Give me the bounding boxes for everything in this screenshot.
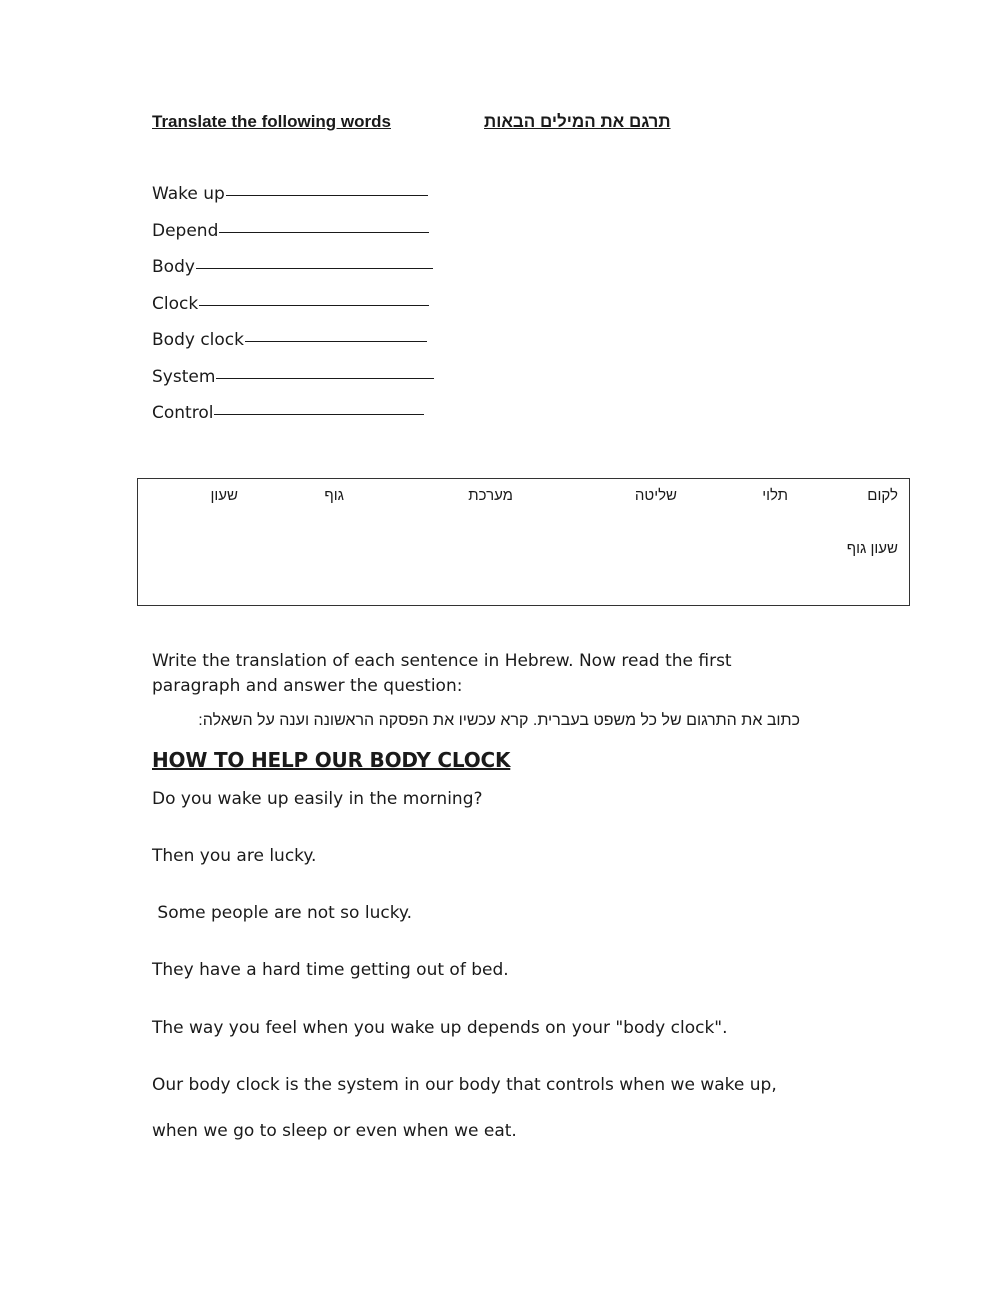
word-bank-item: תלוי [762, 487, 788, 504]
passage-sentence: when we go to sleep or even when we eat. [152, 1121, 517, 1141]
word-bank-item: שעון גוף [846, 540, 898, 557]
vocab-item [152, 367, 434, 387]
word-bank-item: גוף [324, 487, 344, 504]
word-bank-item: לקום [867, 487, 898, 504]
answer-blank[interactable] [199, 304, 429, 306]
vocab-item [152, 403, 424, 423]
vocab-word: Clock [152, 294, 199, 314]
vocab-word: Wake up [152, 184, 225, 204]
vocab-item [152, 184, 428, 204]
word-bank-item: שעון [210, 487, 238, 504]
section-title: Translate the following words [152, 112, 391, 131]
vocab-item [152, 257, 433, 277]
passage-sentence: They have a hard time getting out of bed. [152, 960, 509, 980]
passage-sentence: Then you are lucky. [152, 846, 317, 866]
vocab-item [152, 330, 427, 350]
word-bank-box [137, 478, 910, 606]
answer-blank[interactable] [196, 267, 433, 269]
passage-sentence: The way you feel when you wake up depends on your "body clock". [152, 1018, 728, 1038]
instructions-hebrew: כתוב את התרגום של כל משפט בעברית. קרא עכשיו את הפסקה הראשונה וענה על השאלה: [198, 712, 800, 729]
passage-sentence: Some people are not so lucky. [152, 903, 412, 923]
vocab-word: Control [152, 403, 214, 423]
answer-blank[interactable] [226, 194, 428, 196]
vocab-word: Body clock [152, 330, 244, 350]
passage-sentence: Do you wake up easily in the morning? [152, 789, 483, 809]
vocab-item [152, 294, 429, 314]
passage-heading: HOW TO HELP OUR BODY CLOCK [152, 748, 511, 772]
section-title-hebrew: תרגם את המילים הבאות [484, 112, 671, 131]
vocab-word: Depend [152, 221, 219, 241]
answer-blank[interactable] [245, 340, 427, 342]
vocab-word: Body [152, 257, 195, 277]
answer-blank[interactable] [219, 231, 429, 233]
word-bank-item: שליטה [634, 487, 677, 504]
word-bank-item: מערכת [468, 487, 513, 504]
vocab-word: System [152, 367, 216, 387]
vocab-item [152, 221, 429, 241]
answer-blank[interactable] [214, 413, 424, 415]
passage-sentence: Our body clock is the system in our body that controls when we wake up, [152, 1075, 777, 1095]
answer-blank[interactable] [216, 377, 434, 379]
instructions-line: paragraph and answer the question: [152, 676, 463, 696]
instructions-line: Write the translation of each sentence in Hebrew. Now read the first [152, 651, 732, 671]
